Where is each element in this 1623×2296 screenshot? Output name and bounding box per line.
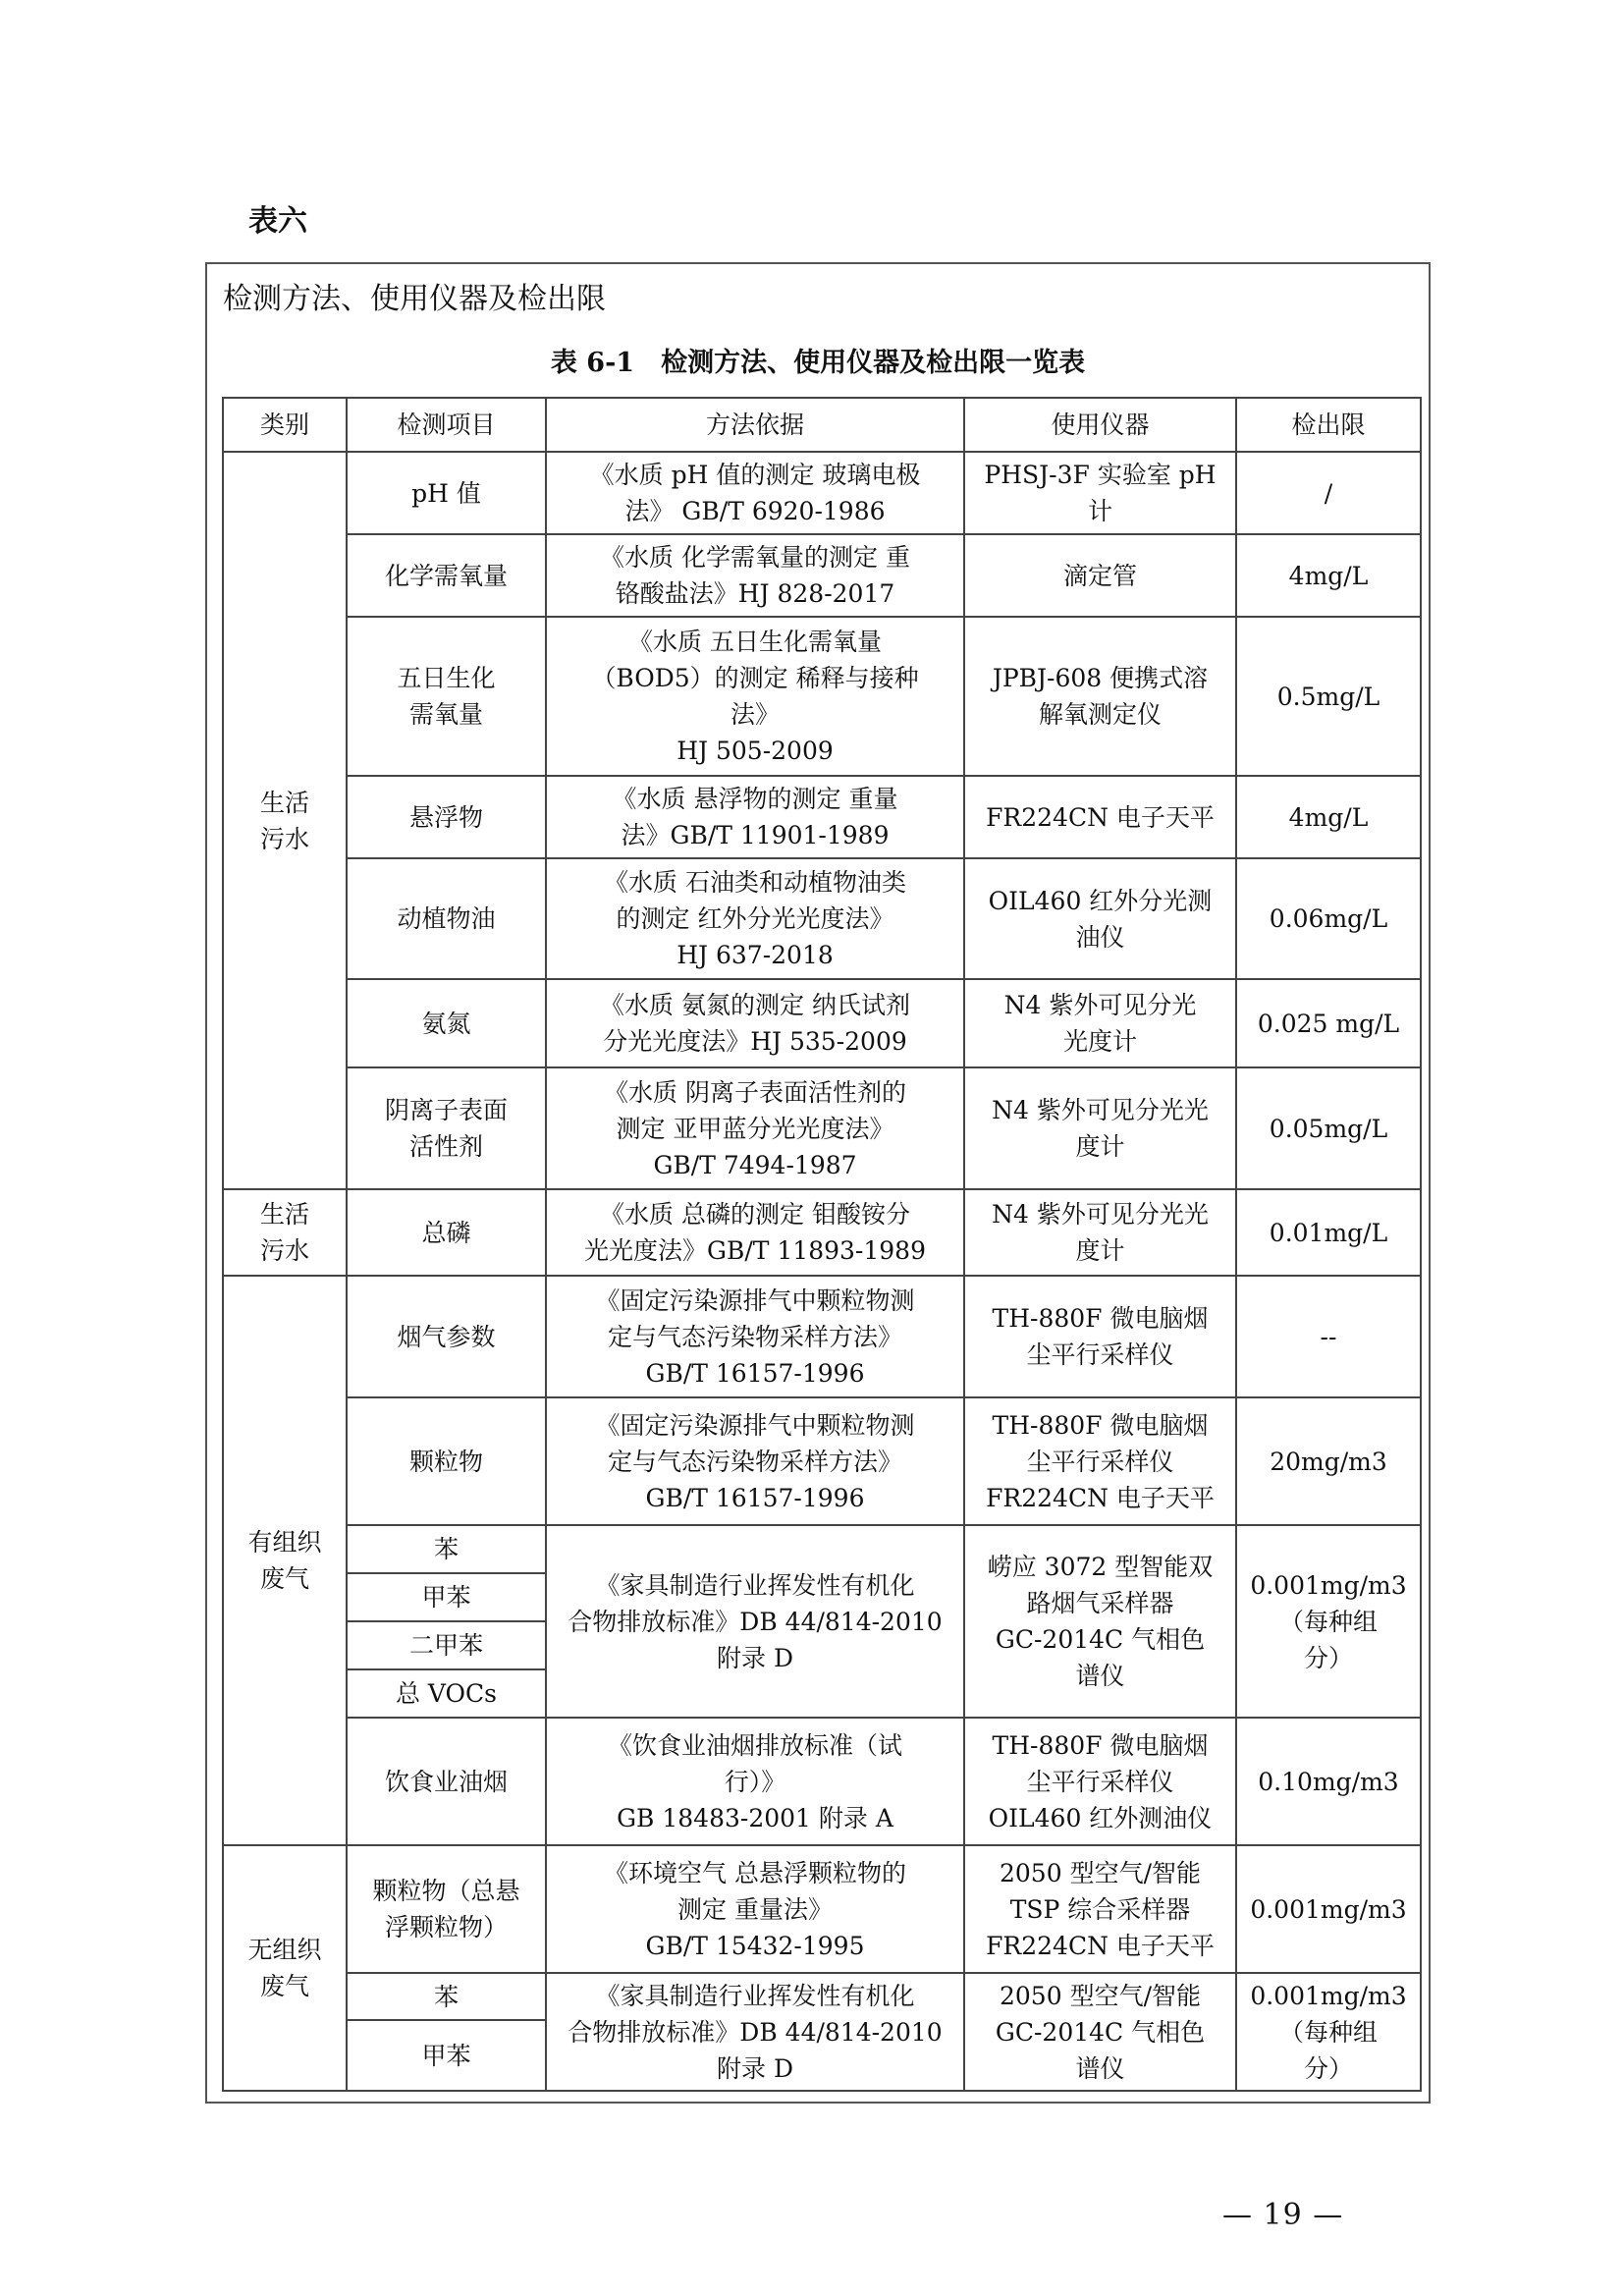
limit-cell [1236,452,1421,534]
category-line: 污水 [259,824,309,853]
method-line: 《水质 氨氮的测定 纳氏试剂 [600,991,910,1019]
category-line: 废气 [259,1972,309,2000]
item-line: 活性剂 [408,1132,483,1161]
category-cell [223,1189,347,1276]
limit-cell [1236,534,1421,617]
item-line: 动植物油 [397,904,496,933]
table-header-row [223,398,1421,452]
limit-line: 分） [1303,2053,1353,2083]
header-limit: 检出限 [1236,398,1421,452]
method-cell [546,452,964,534]
method-cell [546,979,964,1067]
item-cell [347,858,546,979]
section-label: 表六 [248,204,307,239]
method-line: 合物排放标准》DB 44/814-2010 [568,2017,943,2047]
item-cell [347,1397,546,1525]
category-cell [223,1276,347,1845]
section-frame [205,262,1431,2104]
limit-line: -- [1320,1322,1337,1351]
limit-line: 0.001mg/m3 [1250,1894,1407,1924]
method-line: 光光度法》GB/T 11893-1989 [584,1236,926,1265]
instrument-line: 2050 型空气/智能 [1000,1858,1201,1887]
method-line: 《固定污染源排气中颗粒物测 [595,1410,915,1440]
instrument-cell [964,858,1236,979]
limit-cell [1236,1845,1421,1973]
instrument-line: TH-880F 微电脑烟 [992,1304,1209,1333]
header-method: 方法依据 [546,398,964,452]
instrument-line: FR224CN 电子天平 [986,802,1215,832]
method-cell [546,534,964,617]
header-category: 类别 [223,398,347,452]
table-row [223,1276,1421,1397]
item-line: 苯 [433,1535,459,1563]
instrument-line: N4 紫外可见分光光 [992,1200,1209,1229]
item-cell [347,1067,546,1189]
category-line: 废气 [259,1564,309,1593]
limit-cell [1236,1067,1421,1189]
item-line: 颗粒物 [408,1447,483,1476]
method-line: 合物排放标准》DB 44/814-2010 [568,1607,943,1636]
method-cell [546,1067,964,1189]
item-line: 氨氮 [421,1009,471,1038]
item-line: 总磷 [421,1218,471,1247]
method-line: 法》 [730,700,780,729]
table-row [223,1397,1421,1525]
method-line: 分光光度法》HJ 535-2009 [603,1027,907,1056]
limit-line: 0.05mg/L [1269,1114,1388,1143]
method-line: GB/T 15432-1995 [645,1931,865,1960]
instrument-cell [964,452,1236,534]
item-cell [347,1973,546,2020]
method-line: 法》GB/T 11901-1989 [621,821,890,849]
instrument-line: OIL460 红外分光测 [988,886,1213,915]
instrument-line: 解氧测定仪 [1038,700,1162,729]
item-cell [347,1718,546,1845]
instrument-line: JPBJ-608 便携式溶 [992,664,1209,692]
method-cell [546,1973,964,2091]
limit-cell [1236,1973,1421,2091]
method-line: 法》 GB/T 6920-1986 [624,497,886,525]
method-line: 测定 重量法》 [677,1894,833,1924]
item-line: 甲苯 [421,2041,471,2070]
limit-line: （每种组 [1278,1607,1378,1636]
item-line: pH 值 [411,478,481,508]
instrument-line: TH-880F 微电脑烟 [992,1410,1209,1440]
table-row [223,979,1421,1067]
instrument-line: 谱仪 [1075,2053,1125,2083]
limit-line: 0.06mg/L [1269,904,1388,933]
instrument-cell [964,776,1236,858]
limit-cell [1236,979,1421,1067]
item-line: 阴离子表面 [384,1096,508,1124]
limit-cell [1236,776,1421,858]
limit-line: 4mg/L [1288,802,1369,832]
method-line: 定与气态污染物采样方法》 [607,1447,902,1476]
instrument-cell [964,1718,1236,1845]
category-line: 无组织 [247,1936,322,1964]
method-line: 《固定污染源排气中颗粒物测 [595,1285,915,1315]
method-cell [546,1189,964,1276]
instrument-line: GC-2014C 气相色 [995,1625,1206,1654]
item-line: 甲苯 [421,1583,471,1612]
header-item: 检测项目 [347,398,546,452]
method-line: 定与气态污染物采样方法》 [607,1322,902,1351]
table-row [223,1973,1421,2020]
method-line: 行）》 [724,1767,786,1796]
limit-line: 0.001mg/m3 [1250,1981,1407,2010]
limit-cell [1236,1525,1421,1718]
category-line: 生活 [259,788,309,817]
page-number: — 19 — [1222,2198,1344,2232]
method-cell [546,1276,964,1397]
item-line: 二甲苯 [408,1631,483,1660]
limit-line: 0.001mg/m3 [1250,1570,1407,1600]
limit-cell [1236,617,1421,776]
table-row [223,858,1421,979]
method-line: 《水质 石油类和动植物油类 [604,868,906,897]
instrument-line: 滴定管 [1062,561,1137,590]
instrument-line: N4 紫外可见分光光 [992,1096,1209,1124]
instrument-line: N4 紫外可见分光 [1003,991,1197,1019]
method-line: HJ 637-2018 [676,941,834,969]
table-row [223,1525,1421,1573]
method-line: 铬酸盐法》HJ 828-2017 [615,579,895,608]
instrument-cell [964,617,1236,776]
limit-line: / [1324,478,1333,508]
item-line: 五日生化 [397,664,496,692]
instrument-line: 油仪 [1075,922,1125,952]
limit-cell [1236,858,1421,979]
instrument-line: 路烟气采样器 [1026,1589,1174,1617]
instrument-line: TSP 综合采样器 [1009,1894,1191,1924]
item-cell [347,2020,546,2091]
method-line: 《饮食业油烟排放标准（试 [607,1730,902,1760]
limit-line: 0.025 mg/L [1257,1009,1400,1038]
instrument-cell [964,1525,1236,1718]
instrument-cell [964,1845,1236,1973]
instrument-line: FR224CN 电子天平 [986,1931,1215,1960]
limit-cell [1236,1189,1421,1276]
item-cell [347,776,546,858]
table-row [223,1067,1421,1189]
limit-line: 4mg/L [1288,561,1369,590]
instrument-cell [964,1276,1236,1397]
item-cell [347,1621,546,1669]
category-cell [223,1845,347,2091]
limit-line: 分） [1303,1643,1353,1672]
table-row [223,534,1421,617]
method-line: 的测定 红外分光光度法》 [616,904,894,933]
table-row [223,1845,1421,1973]
table-row [223,1189,1421,1276]
instrument-cell [964,1973,1236,2091]
instrument-line: 2050 型空气/智能 [1000,1981,1201,2010]
method-cell [546,776,964,858]
limit-line: 0.5mg/L [1276,682,1380,711]
method-line: 《家具制造行业挥发性有机化 [595,1981,915,2010]
instrument-line: FR224CN 电子天平 [986,1483,1215,1512]
instrument-line: 尘平行采样仪 [1026,1447,1174,1476]
item-cell [347,979,546,1067]
instrument-line: 谱仪 [1075,1662,1125,1690]
method-line: 《水质 五日生化需氧量 [628,628,882,656]
instrument-line: PHSJ-3F 实验室 pH [984,461,1217,489]
table-row [223,452,1421,534]
method-line: GB/T 16157-1996 [645,1483,865,1512]
method-line: 《家具制造行业挥发性有机化 [595,1570,915,1600]
method-line: GB/T 7494-1987 [653,1150,857,1179]
method-cell [546,1525,964,1718]
category-line: 有组织 [247,1528,322,1557]
method-cell [546,1718,964,1845]
item-cell [347,452,546,534]
item-cell [347,534,546,617]
item-line: 颗粒物（总悬 [372,1877,520,1905]
table-caption: 表 6-1 检测方法、使用仪器及检出限一览表 [550,348,1086,378]
method-line: （BOD5）的测定 稀释与接种 [591,664,919,692]
method-line: 《水质 悬浮物的测定 重量 [612,785,898,813]
method-line: 附录 D [717,2053,793,2083]
item-cell [347,1845,546,1973]
item-line: 悬浮物 [408,802,483,832]
item-cell [347,1669,546,1718]
instrument-line: 崂应 3072 型智能双 [987,1553,1214,1581]
limit-cell [1236,1276,1421,1397]
category-line: 污水 [259,1236,309,1265]
limit-line: 0.10mg/m3 [1258,1767,1399,1796]
method-line: 《环境空气 总悬浮颗粒物的 [604,1858,906,1887]
limit-cell [1236,1397,1421,1525]
header-instrument: 使用仪器 [964,398,1236,452]
instrument-line: 光度计 [1062,1027,1137,1056]
table-row [223,1718,1421,1845]
method-line: 《水质 阴离子表面活性剂的 [604,1077,906,1107]
category-line: 生活 [259,1200,309,1229]
item-line: 浮颗粒物） [384,1913,508,1941]
method-cell [546,617,964,776]
method-line: 测定 亚甲蓝分光光度法》 [616,1114,894,1143]
item-line: 化学需氧量 [384,561,508,590]
frame-heading: 检测方法、使用仪器及检出限 [223,282,606,316]
instrument-line: 度计 [1075,1236,1125,1265]
instrument-line: 度计 [1075,1132,1125,1161]
item-cell [347,617,546,776]
method-cell [546,858,964,979]
instrument-line: 计 [1087,497,1112,525]
limit-line: 0.01mg/L [1269,1218,1388,1247]
item-line: 饮食业油烟 [384,1767,508,1796]
instrument-cell [964,1397,1236,1525]
item-line: 总 VOCs [395,1679,497,1708]
item-cell [347,1276,546,1397]
instrument-line: TH-880F 微电脑烟 [992,1730,1209,1760]
method-line: GB 18483-2001 附录 A [617,1803,893,1832]
method-line: GB/T 16157-1996 [645,1358,865,1388]
instrument-line: GC-2014C 气相色 [995,2017,1206,2047]
instrument-cell [964,1067,1236,1189]
instrument-cell [964,1189,1236,1276]
item-cell [347,1573,546,1621]
method-line: 附录 D [717,1643,793,1672]
method-line: 《水质 化学需氧量的测定 重 [600,543,910,572]
method-line: 《水质 总磷的测定 钼酸铵分 [600,1200,910,1229]
limit-line: （每种组 [1278,2017,1378,2047]
limit-line: 20mg/m3 [1270,1447,1387,1476]
item-line: 烟气参数 [397,1322,496,1351]
limit-cell [1236,1718,1421,1845]
instrument-cell [964,979,1236,1067]
method-line: HJ 505-2009 [676,737,834,765]
method-cell [546,1397,964,1525]
instrument-line: 尘平行采样仪 [1026,1767,1174,1796]
instrument-line: 尘平行采样仪 [1026,1340,1174,1369]
method-cell [546,1845,964,1973]
instrument-line: OIL460 红外测油仪 [988,1803,1213,1832]
instrument-cell [964,534,1236,617]
methods-table [222,397,1422,2092]
table-row [223,617,1421,776]
item-line: 苯 [433,1982,459,2011]
item-line: 需氧量 [408,700,483,729]
category-cell [223,452,347,1189]
item-cell [347,1189,546,1276]
item-cell [347,1525,546,1573]
table-row [223,776,1421,858]
method-line: 《水质 pH 值的测定 玻璃电极 [589,461,921,489]
